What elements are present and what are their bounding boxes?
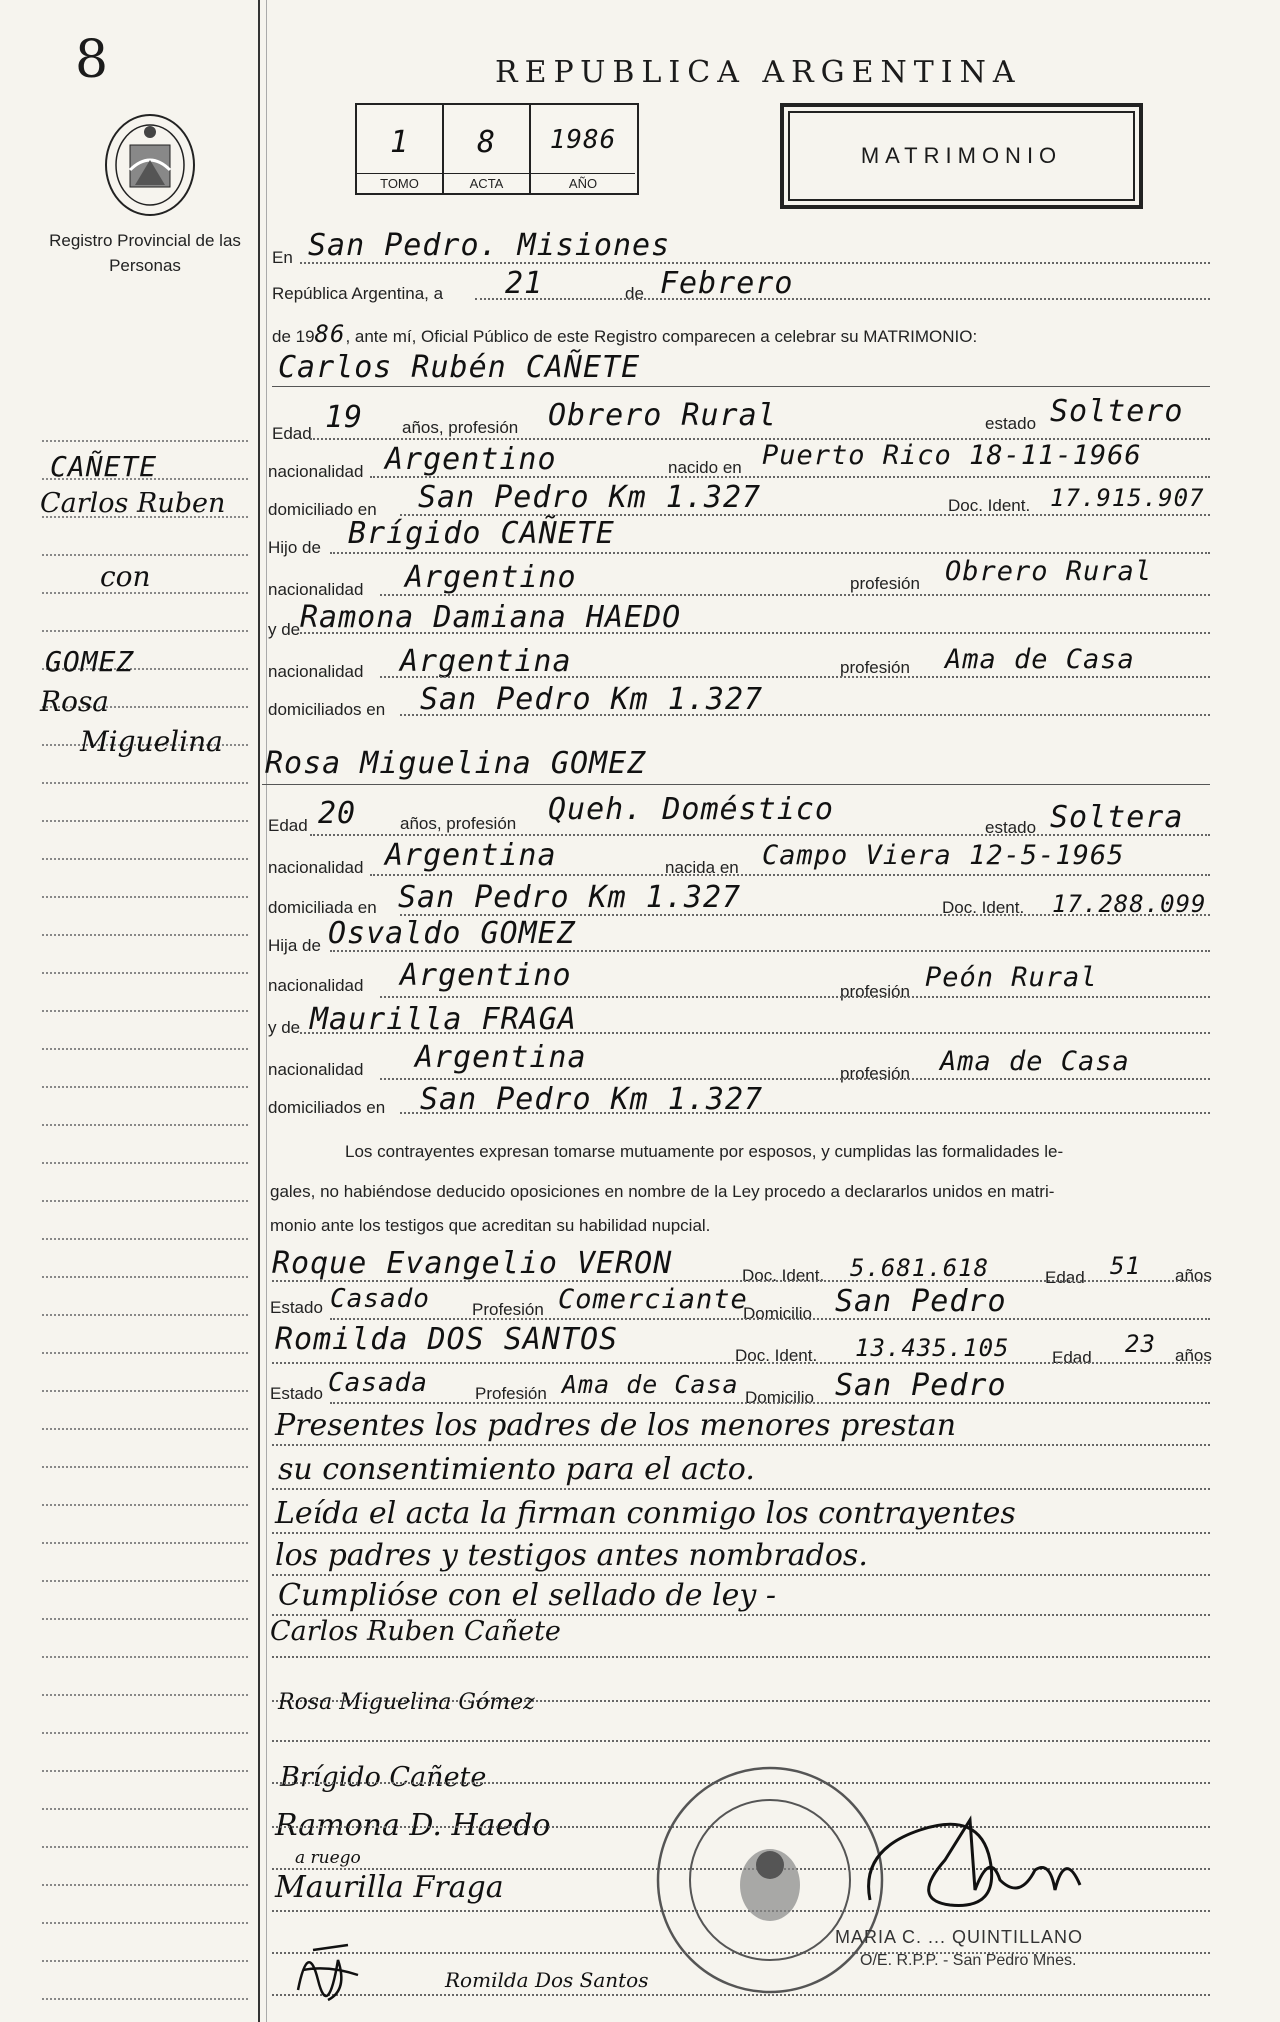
declaration-line1: Los contrayentes expresan tomarse mutuamente por esposos, y cumplidas las formalidades le- <box>345 1142 1064 1161</box>
witness1-age: 51 <box>1110 1252 1141 1280</box>
signature-a-ruego-note: a ruego <box>295 1848 361 1868</box>
witness1-state: Casado <box>330 1284 430 1314</box>
groom-father-nationality: Argentino <box>405 560 577 595</box>
bride-mother-prof-label: profesión <box>840 1064 910 1083</box>
witness2-age-label: Edad <box>1052 1348 1092 1367</box>
groom-parents-dom-label: domiciliados en <box>268 700 386 719</box>
official-signature <box>850 1790 1100 1940</box>
bride-marital-label: estado <box>985 818 1037 837</box>
declaration-line3: monio ante los testigos que acreditan su habilidad nupcial. <box>270 1216 711 1235</box>
groom-father-name: Brígido CAÑETE <box>348 516 615 551</box>
bride-mother-profession: Ama de Casa <box>940 1046 1130 1077</box>
groom-father-nat-label: nacionalidad <box>268 580 364 599</box>
bride-mother-nationality: Argentina <box>415 1040 587 1075</box>
witness2-profession: Ama de Casa <box>562 1370 739 1399</box>
bride-father-nationality: Argentino <box>400 958 572 993</box>
witness2-years-label: años <box>1175 1346 1212 1365</box>
witness1-domicile: San Pedro <box>835 1284 1007 1319</box>
witness2-state-label: Estado <box>270 1384 323 1403</box>
bride-age-suffix: años, profesión <box>400 814 517 833</box>
signature-witness2: Romilda Dos Santos <box>445 1968 649 1992</box>
declaration-line2: gales, no habiéndose deducido oposiciones en nombre de la Ley procedo a declararlos unidos en matri- <box>270 1182 1055 1201</box>
witness2-prof-label: Profesión <box>475 1384 547 1403</box>
groom-nationality-label: nacionalidad <box>268 462 364 481</box>
groom-age-label: Edad <box>272 424 312 443</box>
groom-mother-prof-label: profesión <box>840 658 910 677</box>
groom-parents-domicile: San Pedro Km 1.327 <box>420 682 764 717</box>
note-line3: Leída el acta la firman conmigo los contrayentes <box>275 1496 1016 1531</box>
witness2-domicile: San Pedro <box>835 1368 1007 1403</box>
official-name: MARIA C. ... QUINTILLANO <box>835 1927 1084 1947</box>
groom-father-prof-label: profesión <box>850 574 920 593</box>
tomo-value: 1 <box>389 125 410 160</box>
signature-groom: Carlos Ruben Cañete <box>270 1616 561 1647</box>
bride-full-name: Rosa Miguelina GOMEZ <box>265 746 647 781</box>
note-line5: Cumplióse con el sellado de ley - <box>278 1578 776 1613</box>
acta-label: ACTA <box>444 173 529 191</box>
witness2-doc: 13.435.105 <box>855 1334 1010 1362</box>
bride-parents-dom-label: domiciliados en <box>268 1098 386 1117</box>
official-registry: O/E. R.P.P. - San Pedro Mnes. <box>860 1952 1077 1969</box>
anio-label: AÑO <box>531 173 635 191</box>
page-number: 8 <box>75 30 109 90</box>
witness1-age-label: Edad <box>1045 1268 1085 1287</box>
signature-bride-mother: Maurilla Fraga <box>275 1870 504 1905</box>
margin-groom-names: Carlos Ruben <box>40 488 226 519</box>
bride-mother-name: Maurilla FRAGA <box>310 1002 577 1037</box>
signature-scribble <box>288 1930 368 2010</box>
witness2-state: Casada <box>328 1368 428 1398</box>
signature-bride: Rosa Miguelina Gómez <box>278 1690 535 1715</box>
groom-mother-label: y de <box>268 620 301 639</box>
groom-mother-profession: Ama de Casa <box>945 644 1135 675</box>
margin-vertical-rule-secondary <box>266 0 267 2022</box>
note-line4: los padres y testigos antes nombrados. <box>275 1538 868 1573</box>
bride-father-profession: Peón Rural <box>925 962 1098 993</box>
margin-connector: con <box>100 560 151 593</box>
bride-marital-status: Soltera <box>1050 800 1184 835</box>
bride-domicile-label: domiciliada en <box>268 898 377 917</box>
note-line2: su consentimiento para el acto. <box>278 1452 755 1487</box>
bride-age: 20 <box>318 796 357 831</box>
bride-father-name: Osvaldo GOMEZ <box>328 916 576 951</box>
margin-bride-name1: Rosa <box>40 685 110 718</box>
de-label: de <box>625 284 644 303</box>
margin-vertical-rule <box>258 0 260 2022</box>
appearance-statement: , ante mí, Oficial Público de este Registro comparecen a celebrar su MATRIMONIO: <box>345 327 978 346</box>
provincial-seal-logo <box>100 110 200 220</box>
groom-born-label: nacido en <box>668 458 742 477</box>
record-type-label: MATRIMONIO <box>860 143 1063 168</box>
groom-domicile-label: domiciliado en <box>268 500 377 519</box>
bride-father-prof-label: profesión <box>840 982 910 1001</box>
year-prefix: de 19 <box>272 327 315 346</box>
year-suffix: 86 <box>314 320 346 348</box>
groom-mother-name: Ramona Damiana HAEDO <box>300 600 682 635</box>
marriage-day: 21 <box>505 266 544 301</box>
document-title: REPUBLICA ARGENTINA <box>495 55 1022 90</box>
groom-marital-label: estado <box>985 414 1037 433</box>
signature-groom-mother: Ramona D. Haedo <box>275 1808 551 1843</box>
bride-domicile: San Pedro Km 1.327 <box>398 880 742 915</box>
witness1-prof-label: Profesión <box>472 1300 544 1319</box>
bride-mother-nat-label: nacionalidad <box>268 1060 364 1079</box>
bride-born-label: nacida en <box>665 858 739 877</box>
groom-mother-nat-label: nacionalidad <box>268 662 364 681</box>
groom-age: 19 <box>325 400 364 435</box>
witness1-dom-label: Domicilio <box>743 1304 812 1323</box>
bride-profession: Queh. Doméstico <box>548 792 834 827</box>
groom-marital-status: Soltero <box>1050 394 1184 429</box>
bride-father-label: Hija de <box>268 936 321 955</box>
witness1-doc: 5.681.618 <box>850 1254 990 1282</box>
witness1-name: Roque Evangelio VERON <box>272 1246 673 1281</box>
groom-profession: Obrero Rural <box>548 398 777 433</box>
witness1-state-label: Estado <box>270 1298 323 1317</box>
margin-groom-surname: CAÑETE <box>50 450 158 483</box>
note-line1: Presentes los padres de los menores prestan <box>275 1408 957 1443</box>
witness1-years-label: años <box>1175 1266 1212 1285</box>
bride-nationality: Argentina <box>385 838 557 873</box>
groom-nationality: Argentino <box>385 442 557 477</box>
groom-father-label: Hijo de <box>268 538 321 557</box>
bride-birthplace-date: Campo Viera 12-5-1965 <box>762 840 1125 871</box>
record-number-box <box>355 103 639 195</box>
anio-value: 1986 <box>549 125 617 155</box>
year-line <box>272 320 977 348</box>
witness1-doc-label: Doc. Ident. <box>742 1266 825 1285</box>
witness2-dom-label: Domicilio <box>745 1388 814 1407</box>
groom-full-name: Carlos Rubén CAÑETE <box>278 350 641 385</box>
en-label: En <box>272 248 293 267</box>
groom-father-profession: Obrero Rural <box>945 556 1153 587</box>
witness2-name: Romilda DOS SANTOS <box>275 1322 619 1357</box>
registry-name: Registro Provincial de las Personas <box>49 231 241 275</box>
margin-bride-surname: GOMEZ <box>45 645 135 678</box>
tomo-label: TOMO <box>357 173 442 191</box>
marriage-place: San Pedro. Misiones <box>308 228 671 263</box>
witness2-age: 23 <box>1125 1330 1156 1358</box>
margin-bride-name2: Miguelina <box>80 725 223 758</box>
record-type-box <box>780 103 1143 209</box>
republica-label: República Argentina, a <box>272 284 444 303</box>
groom-mother-nationality: Argentina <box>400 644 572 679</box>
groom-age-suffix: años, profesión <box>402 418 519 437</box>
bride-doc-number: 17.288.099 <box>1052 890 1207 918</box>
bride-doc-label: Doc. Ident. <box>942 898 1025 917</box>
witness1-profession: Comerciante <box>558 1284 748 1315</box>
bride-age-label: Edad <box>268 816 308 835</box>
witness2-doc-label: Doc. Ident. <box>735 1346 818 1365</box>
groom-domicile: San Pedro Km 1.327 <box>418 480 762 515</box>
groom-doc-number: 17.915.907 <box>1050 484 1205 512</box>
acta-value: 8 <box>476 125 497 160</box>
groom-doc-label: Doc. Ident. <box>948 496 1031 515</box>
marriage-month: Febrero <box>660 266 794 301</box>
bride-mother-label: y de <box>268 1018 301 1037</box>
groom-birthplace-date: Puerto Rico 18-11-1966 <box>762 440 1142 471</box>
signature-groom-father: Brígido Cañete <box>280 1762 487 1793</box>
bride-nationality-label: nacionalidad <box>268 858 364 877</box>
bride-father-nat-label: nacionalidad <box>268 976 364 995</box>
bride-parents-domicile: San Pedro Km 1.327 <box>420 1082 764 1117</box>
